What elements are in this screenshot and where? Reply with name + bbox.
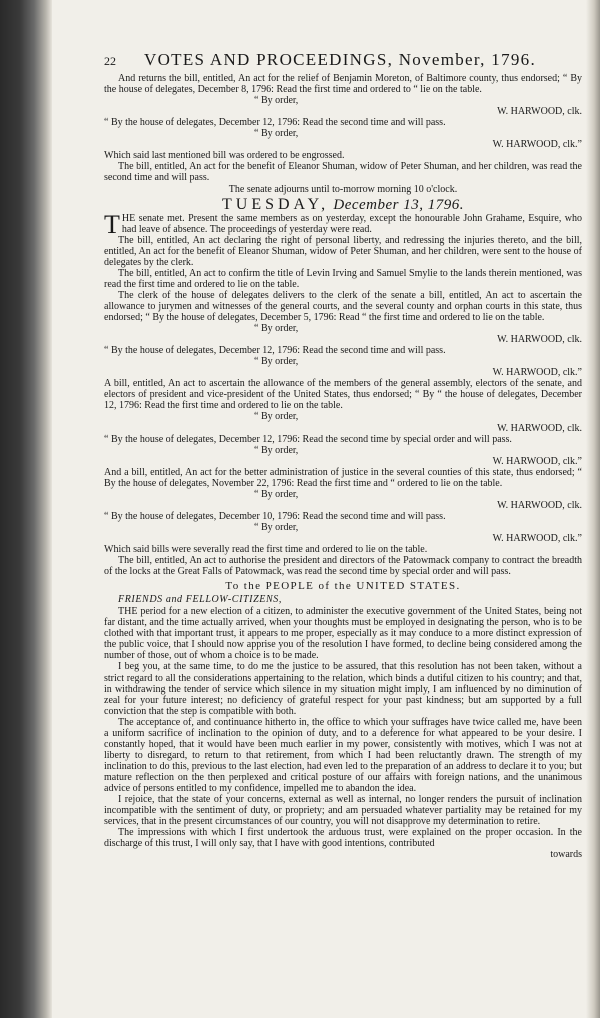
- paragraph: Which said bills were severally read the first time and ordered to lie on the table.: [104, 544, 428, 556]
- paragraph: Which said last mentioned bill was ordered to be engrossed.: [104, 150, 345, 162]
- salutation: FRIENDS and FELLOW-CITIZENS,: [118, 594, 282, 606]
- paragraph: “ By the house of delegates, December 12, 1796: Read the second time and will pass.: [104, 117, 446, 129]
- clerk-signature: W. HARWOOD, clk.”: [492, 455, 582, 467]
- paragraph: “ By the house of delegates, December 10, 1796: Read the second time and will pass.: [104, 510, 446, 522]
- clerk-signature: W. HARWOOD, clk.: [497, 106, 582, 118]
- by-order-line: “ By order,: [254, 521, 299, 533]
- paragraph: The acceptance of, and continuance hitherto in, the office to which your suffrages have twice called me, have been a uniform sacrifice of inclination to the opinion of duty, and to a deference for what appeared to be your desire. I constantly hoped, that it would have been much earlier in my power, consistently with motives, which I was not at liberty to disregard, to return to that retirement, from which I had been reluctantly drawn. The strength of my inclination to do this, previous to the last election, had even led to the preparation of an address to declare it to you; but mature reflection on the then perplexed and critical posture of our affairs with foreign nations, and the unanimous advice of persons entitled to my confidence, impelled me to abandon the idea.: [104, 716, 582, 794]
- paragraph: “ By the house of delegates, December 12, 1796: Read the second time by special order and will pass.: [104, 433, 512, 445]
- paragraph: And returns the bill, entitled, An act for the relief of Benjamin Moreton, of Baltimore county, thus endorsed; “ By the house of delegates, December 8, 1796: Read the first time and ordered to “ lie on the table.: [104, 73, 582, 96]
- signature-block: [104, 95, 582, 106]
- adjournment-note: The senate adjourns until to-morrow morning 10 o'clock.: [228, 183, 458, 195]
- signature-block: [104, 323, 582, 334]
- signature-block: [104, 356, 582, 367]
- clerk-signature: W. HARWOOD, clk.: [497, 422, 582, 434]
- by-order-line: “ By order,: [254, 356, 299, 368]
- paragraph: “ By the house of delegates, December 12, 1796: Read the second time and will pass.: [104, 345, 446, 357]
- signature-block: [104, 445, 582, 456]
- signature-block: [104, 489, 582, 500]
- day-heading: [104, 195, 582, 213]
- paragraph: The bill, entitled, An act to confirm the title of Levin Irving and Samuel Smylie to the lands therein mentioned, was read the first time and ordered to lie on the table.: [104, 267, 582, 290]
- day-name: TUESDAY,: [221, 195, 330, 213]
- by-order-line: “ By order,: [254, 411, 299, 423]
- catchword: towards: [550, 849, 582, 861]
- by-order-line: “ By order,: [254, 323, 299, 335]
- by-order-line: “ By order,: [254, 128, 299, 140]
- paragraph: The bill, entitled, An act declaring the right of personal liberty, and redressing the injuries thereto, and the bill, entitled, An act for the benefit of Eleanor Shuman, widow of Peter Shuman, and her children, were sent to the house of delegates by the clerk.: [104, 234, 582, 268]
- by-order-line: “ By order,: [254, 444, 299, 456]
- day-date: December 13, 1796.: [329, 196, 465, 213]
- document-body: [104, 73, 582, 860]
- clerk-signature: W. HARWOOD, clk.”: [492, 367, 582, 379]
- document-page: [104, 50, 582, 861]
- paragraph: The clerk of the house of delegates delivers to the clerk of the senate a bill, entitled, An act to ascertain the allowance to jurymen and witnesses of the general courts, and the several county and orphan courts in this state, thus endorsed; “ By the house of delegates, December 5, 1796: Read “ the first time and ordered to lie on the table.: [104, 289, 582, 324]
- clerk-signature: W. HARWOOD, clk.”: [492, 532, 582, 544]
- binding-gutter: [0, 0, 52, 1018]
- paragraph: The bill, entitled, An act for the benefit of Eleanor Shuman, widow of Peter Shuman, and her children, was read the second time and will pass.: [104, 161, 582, 184]
- page-header: [104, 50, 582, 69]
- page-edge-shadow: [586, 0, 600, 1018]
- page-number: 22: [104, 54, 116, 68]
- by-order-line: “ By order,: [254, 488, 299, 500]
- paragraph: A bill, entitled, An act to ascertain the allowance of the members of the general assembly, electors of the senate, and electors of president and vice-president of the United States, thus endorsed; “ By “ the house of delegates, December 12, 1796: Read the first time and ordered to lie on the table.: [104, 378, 582, 412]
- drop-cap: T: [104, 209, 120, 239]
- paragraph-text: HE senate met. Present the same members as on yesterday, except the honourable John Grahame, Esquire, who had leave of absence. The proceedings of yesterday were read.: [121, 212, 582, 235]
- paragraph: And a bill, entitled, An act for the better administration of justice in the several counties of this state, thus endorsed; “ By the house of delegates, November 22, 1796: Read the first time and “ ordered to lie on the table.: [104, 466, 582, 489]
- paragraph: I beg you, at the same time, to do me the justice to be assured, that this resolution has not been taken, without a strict regard to all the considerations appertaining to the relation, which binds a dutiful citizen to his country; and that, in withdrawing the tender of service which silence in my situation might imply, I am influenced by no diminution of zeal for your future interest; no deficiency of grateful respect for your past kindness; but am supported by a full conviction that the step is compatible with both.: [104, 661, 582, 717]
- by-order-line: “ By order,: [254, 95, 299, 107]
- paragraph: I rejoice, that the state of your concerns, external as well as internal, no longer renders the pursuit of inclination incompatible with the sentiment of duty, or propriety; and am persuaded whatever partiality may be retained for my services, that in the present circumstances of our country, you will not disapprove my determination to retire.: [104, 794, 582, 828]
- paragraph: The impressions with which I first undertook the arduous trust, were explained on the proper occasion. In the discharge of this trust, I will only say, that I have with good intentions, contributed: [104, 827, 582, 850]
- signature-block: [104, 522, 582, 533]
- signature-block: [104, 411, 582, 422]
- address-heading: To the PEOPLE of the UNITED STATES.: [225, 580, 461, 593]
- signature-block: [104, 128, 582, 139]
- running-title: VOTES AND PROCEEDINGS, November, 1796.: [144, 50, 537, 69]
- paragraph: THE period for a new election of a citizen, to administer the executive government of the United States, being not far distant, and the time actually arrived, when your thoughts must be employed in designating the person, who is to be clothed with that important trust, it appears to me proper, especially as it may conduce to a more distinct expression of the public voice, that I should now apprise you of the resolution I have formed, to decline being considered among the number of those, out of whom a choice is to be made.: [104, 606, 582, 662]
- clerk-signature: W. HARWOOD, clk.: [497, 499, 582, 511]
- clerk-signature: W. HARWOOD, clk.: [497, 334, 582, 346]
- paragraph: The bill, entitled, An act to authorise the president and directors of the Patowmack company to contract the breadth of the locks at the Great Falls of Patowmack, was read the second time by special order and will pass.: [104, 555, 582, 578]
- clerk-signature: W. HARWOOD, clk.”: [492, 139, 582, 151]
- opening-paragraph: [104, 209, 582, 239]
